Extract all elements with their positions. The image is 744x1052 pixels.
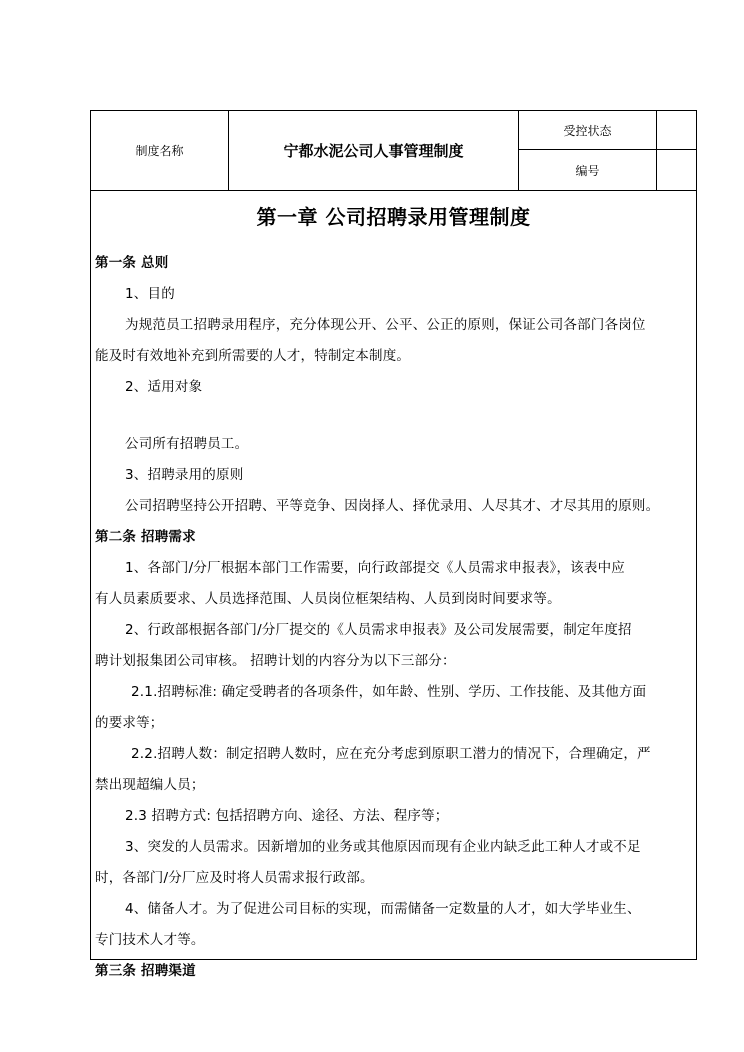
paragraph-line: 3、招聘录用的原则 — [125, 467, 244, 483]
paragraph-line: 为规范员工招聘录用程序，充分体现公开、公平、公正的原则，保证公司各部门各岗位 — [125, 317, 646, 333]
paragraph-line: 专门技术人才等。 — [95, 932, 205, 948]
number-label: 编号 — [575, 163, 600, 178]
paragraph-line: 2.2.招聘人数：制定招聘人数时，应在充分考虑到原职工潜力的情况下，合理确定，严 — [131, 746, 651, 762]
paragraph-line: 1、目的 — [125, 286, 175, 302]
document-frame — [90, 110, 697, 979]
document-title: 宁都水泥公司人事管理制度 — [283, 142, 464, 160]
paragraph-line: 公司招聘坚持公开招聘、平等竞争、因岗择人、择优录用、人尽其才、才尽其用的原则。 — [125, 498, 660, 514]
paragraph-line: 2.3 招聘方式: 包括招聘方向、途径、方法、程序等； — [125, 808, 449, 824]
paragraph-line: 1、各部门/分厂根据本部门工作需要，向行政部提交《人员需求申报表》，该表中应 — [125, 560, 625, 576]
paragraph-line: 时，各部门/分厂应及时将人员需求报行政部。 — [95, 870, 374, 886]
paragraph-line: 有人员素质要求、人员选择范围、人员岗位框架结构、人员到岗时间要求等。 — [95, 591, 561, 607]
paragraph-line: 4、储备人才。为了促进公司目标的实现，而需储备一定数量的人才，如大学毕业生、 — [125, 901, 641, 917]
section-heading: 第三条 招聘渠道 — [95, 963, 196, 979]
paragraph-line: 公司所有招聘员工。 — [125, 436, 249, 452]
chapter-title: 第一章 公司招聘录用管理制度 — [256, 205, 531, 229]
paragraph-line: 2.1.招聘标准: 确定受聘者的各项条件，如年龄、性别、学历、工作技能、及其他方面 — [131, 684, 647, 700]
control-status-value — [657, 111, 696, 149]
paragraph-line: 聘计划报集团公司审核。 招聘计划的内容分为以下三部分： — [95, 653, 456, 669]
paragraph-line: 的要求等； — [95, 715, 164, 731]
control-status-label: 受控状态 — [563, 123, 612, 138]
name-label: 制度名称 — [135, 144, 184, 158]
section-heading: 第一条 总则 — [95, 255, 169, 271]
paragraph-line: 禁出现超编人员； — [95, 777, 205, 793]
paragraph-line: 3、突发的人员需求。因新增加的业务或其他原因而现有企业内缺乏此工种人才或不足 — [125, 839, 641, 855]
paragraph-line: 2、行政部根据各部门/分厂提交的《人员需求申报表》及公司发展需要，制定年度招 — [125, 622, 632, 638]
paragraph-line: 能及时有效地补充到所需要的人才，特制定本制度。 — [95, 348, 411, 364]
section-heading: 第二条 招聘需求 — [95, 529, 196, 545]
header-table — [91, 111, 696, 191]
paragraph-line: 2、适用对象 — [125, 379, 203, 395]
number-value — [657, 150, 696, 190]
